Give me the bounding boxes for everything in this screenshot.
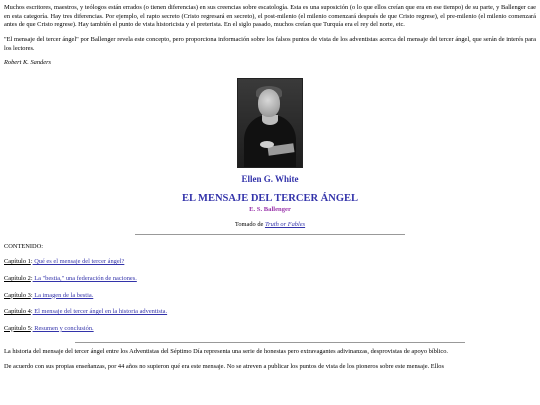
chapter-item-2: Capítulo 2: La "bestia," una federación de naciones. (4, 274, 137, 282)
portrait-container (4, 78, 536, 172)
book-title: EL MENSAJE DEL TERCER ÁNGEL (181, 192, 359, 204)
body-paragraph-1: La historia del mensaje del tercer ángel entre los Adventistas del Séptimo Día representa una serie de honestas pero extravagantes adivinanzas, desprovistas de apoyo bíblico. (4, 347, 448, 355)
contents-heading: CONTENIDO: (4, 242, 44, 250)
chapter-number: Capítulo 3 (4, 291, 31, 299)
divider-top (135, 234, 405, 235)
chapter-link-3[interactable]: La imagen de la bestia. (32, 291, 94, 299)
portrait-caption: Ellen G. White (241, 174, 299, 185)
chapter-number: Capítulo 2 (4, 274, 31, 282)
chapter-number: Capítulo 1 (4, 258, 31, 266)
source-prefix: Tomado de (234, 221, 265, 229)
body-paragraph-2: De acuerdo con sus propias enseñanzas, por 44 años no supieron qué era este mensaje. No se atreven a publicar los puntos de vista de los pioneros sobre este mensaje. Ellos (4, 363, 444, 371)
chapter-link-1[interactable]: Qué es el mensaje del tercer ángel? (32, 258, 125, 266)
chapter-link-2[interactable]: La "bestia," una federación de naciones. (32, 274, 137, 282)
divider-bottom (75, 342, 465, 343)
chapter-item-3: Capítulo 3: La imagen de la bestia. (4, 291, 94, 299)
intro-paragraph-2: "El mensaje del tercer ángel" por Ballenger revela este concepto, pero proporciona información sobre los falsos puntos de vista de los adventistas acerca del mensaje del tercer ángel, que serán de interés para los lectores. (4, 35, 536, 52)
book-author: E. S. Ballenger (249, 206, 291, 214)
ellen-white-portrait-image (237, 78, 303, 168)
chapter-item-4: Capítulo 4: El mensaje del tercer ángel en la historia adventista. (4, 308, 168, 316)
chapter-number: Capítulo 5 (4, 324, 31, 332)
intro-paragraph-1: Muchos escritores, maestros, y teólogos están errados (o tienen diferencias) en sus creencias sobre escatología. Esta es una suposición (o lo que ellos creían que era en ese tiempo) de su parte, y Ballenger cae en esta categoría. Hay tres diferencias. Por ejemplo, el rapto secreto (Cristo regresará en secreto), el post-milenio (el milenio comenzará después de que Cristo regrese), el pre-milenio (el milenio comenzará antes de que Cristo regrese). Hay también el punto de vista historicista y el preterista. En el siglo pasado, muchos creían que Turquía era el rey del norte, etc. (4, 4, 536, 29)
chapter-item-1: Capítulo 1: Qué es el mensaje del tercer ángel? (4, 258, 125, 266)
chapter-number: Capítulo 4 (4, 308, 31, 316)
chapter-item-5: Capítulo 5: Resumen y conclusión. (4, 324, 94, 332)
intro-author: Robert K. Sanders (4, 59, 52, 67)
source-link[interactable]: Truth or Fables (264, 221, 306, 229)
source-line (4, 221, 536, 230)
chapter-link-4[interactable]: El mensaje del tercer ángel en la historia adventista. (32, 308, 168, 316)
chapter-link-5[interactable]: Resumen y conclusión. (32, 324, 94, 332)
